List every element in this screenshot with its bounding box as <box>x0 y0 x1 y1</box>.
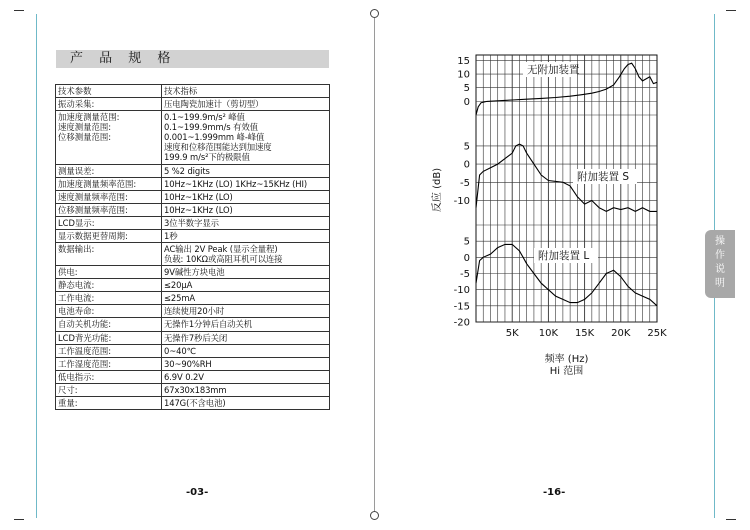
y-tick-label: 5 <box>463 236 470 248</box>
spec-value: 6.9V 0.2V <box>162 370 330 383</box>
tab-char: 说 <box>715 264 725 275</box>
y-tick-label: -10 <box>453 195 470 207</box>
spec-label: 位移测量频率范围: <box>56 203 162 216</box>
corner-mark <box>14 519 24 520</box>
x-tick-label: 15K <box>574 328 595 339</box>
spec-label: 加速度测量范围: 速度测量范围: 位移测量范围: <box>56 111 162 164</box>
y-tick-label: 15 <box>457 55 470 67</box>
y-tick-label: -5 <box>460 269 470 280</box>
spec-value: 10Hz~1KHz (LO) <box>162 190 330 203</box>
spec-value: 10Hz~1KHz (LO) <box>162 203 330 216</box>
spec-value: 30~90%RH <box>162 357 330 370</box>
spec-row <box>56 292 330 305</box>
section-tab[interactable] <box>705 230 735 298</box>
spec-value: 连续使用20小时 <box>162 305 330 318</box>
series-label: 附加装置 L <box>538 250 590 262</box>
spec-row <box>56 243 330 266</box>
spec-row <box>56 177 330 190</box>
spec-label: LCD背光功能: <box>56 331 162 344</box>
spec-value: 0~40℃ <box>162 344 330 357</box>
y-tick-label: 5 <box>463 141 470 153</box>
spec-row <box>56 85 330 98</box>
y-tick-label: 0 <box>463 96 470 108</box>
spec-label: 重量: <box>56 396 162 409</box>
spec-row <box>56 229 330 242</box>
x-axis-title: 频率 (Hz) <box>544 354 589 365</box>
corner-mark <box>726 519 736 520</box>
top-registration-mark <box>370 9 379 18</box>
spec-label: 工作温度范围: <box>56 344 162 357</box>
spec-label: 自动关机功能: <box>56 318 162 331</box>
spec-row <box>56 370 330 383</box>
y-tick-label: -5 <box>460 177 470 189</box>
page-title: 产 品 规 格 <box>70 51 177 66</box>
y-tick-label: -10 <box>453 285 470 297</box>
spec-value: 技术指标 <box>162 85 330 98</box>
corner-mark <box>726 10 736 11</box>
spec-label: 技术参数 <box>56 85 162 98</box>
spec-label: 供电: <box>56 266 162 279</box>
spec-value: 67x30x183mm <box>162 383 330 396</box>
x-tick-label: 20K <box>611 328 631 339</box>
spec-label: 工作电流: <box>56 292 162 305</box>
spec-row <box>56 111 330 164</box>
spec-label: LCD显示: <box>56 216 162 229</box>
spec-row <box>56 357 330 370</box>
series-label: 附加装置 S <box>577 171 630 183</box>
spec-label: 尺寸: <box>56 383 162 396</box>
spec-value: 压电陶瓷加速计（剪切型） <box>162 98 330 111</box>
spec-label: 显示数据更替周期: <box>56 229 162 242</box>
spec-row <box>56 344 330 357</box>
tab-char: 作 <box>715 250 725 261</box>
spec-value: 0.1~199.9m/s² 峰值 0.1~199.9mm/s 有效值 0.001~1.999mm 峰-峰值 速度和位移范围能达到加速度 199.9 m/s²下的极限值 <box>162 111 330 164</box>
tab-char: 操 <box>715 236 725 247</box>
y-tick-label: -20 <box>453 317 470 329</box>
spec-label: 电池寿命: <box>56 305 162 318</box>
y-tick-label: 10 <box>457 69 470 81</box>
spec-row <box>56 98 330 111</box>
spec-row <box>56 203 330 216</box>
spec-value: 5 %2 digits <box>162 164 330 177</box>
x-tick-label: 25K <box>647 328 667 339</box>
y-axis-title: 反应 (dB) <box>432 167 443 213</box>
tab-char: 明 <box>715 278 725 289</box>
corner-mark <box>14 10 24 11</box>
spec-table <box>55 84 330 410</box>
spec-row <box>56 383 330 396</box>
spec-value: 无操作1分钟后自动关机 <box>162 318 330 331</box>
spec-label: 静态电流: <box>56 279 162 292</box>
page-number-right: -16- <box>543 487 566 498</box>
spec-label: 速度测量频率范围: <box>56 190 162 203</box>
spec-label: 加速度测量频率范围: <box>56 177 162 190</box>
spec-value: 3位半数字显示 <box>162 216 330 229</box>
left-margin-guide <box>36 14 37 518</box>
y-tick-label: 0 <box>463 159 470 171</box>
frequency-response-chart <box>420 45 695 390</box>
plot-frame <box>476 55 657 322</box>
spec-row <box>56 216 330 229</box>
bottom-registration-mark <box>370 511 379 520</box>
spec-label: 振动采集: <box>56 98 162 111</box>
spec-value: AC输出 2V Peak (显示全量程) 负载: 10KΩ或高阻耳机可以连接 <box>162 243 330 266</box>
spec-row <box>56 318 330 331</box>
spec-value: ≤25mA <box>162 292 330 305</box>
x-axis-subtitle: Hi 范围 <box>549 366 584 377</box>
y-tick-label: -15 <box>453 301 470 313</box>
spec-value: 无操作7秒后关闭 <box>162 331 330 344</box>
spec-row <box>56 164 330 177</box>
spec-value: 1秒 <box>162 229 330 242</box>
spec-label: 低电指示: <box>56 370 162 383</box>
spec-row <box>56 396 330 409</box>
series-label: 无附加装置 <box>527 64 580 76</box>
spec-label: 数据输出: <box>56 243 162 266</box>
spec-label: 工作湿度范围: <box>56 357 162 370</box>
spec-value: 9V碱性方块电池 <box>162 266 330 279</box>
page-number-left: -03- <box>186 487 209 498</box>
spec-label: 测量误差: <box>56 164 162 177</box>
x-tick-label: 10K <box>538 328 559 339</box>
spec-row <box>56 305 330 318</box>
spec-row <box>56 279 330 292</box>
center-fold-line <box>374 18 375 512</box>
spec-row <box>56 190 330 203</box>
spec-value: 147G(不含电池) <box>162 396 330 409</box>
spec-value: 10Hz~1KHz (LO) 1KHz~15KHz (HI) <box>162 177 330 190</box>
y-tick-label: 5 <box>463 83 470 95</box>
x-tick-label: 5K <box>505 328 519 339</box>
spec-value: ≤20μA <box>162 279 330 292</box>
y-tick-label: 0 <box>463 252 470 264</box>
spec-row <box>56 331 330 344</box>
spec-row <box>56 266 330 279</box>
